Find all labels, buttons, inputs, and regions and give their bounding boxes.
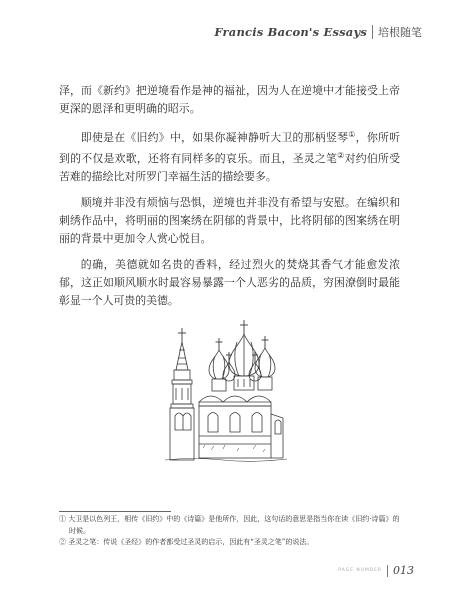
paragraph-2-part-1: 即使是在《旧约》中，如果你凝神静听大卫的那柄竖琴 bbox=[80, 131, 349, 144]
paragraph-4: 的确，美德就如名贵的香料，经过烈火的焚烧其香气才能愈发浓郁，这正如顺风顺水时最容易暴露一个人恶劣的品质，穷困潦倒时最能彰显一个人可贵的美德。 bbox=[59, 258, 400, 307]
footnote-1: ① 大卫是以色列王，相传《旧约》中的《诗篇》是他所作，因此，这句话的意思是指当你在读《旧约·诗篇》的时候。 bbox=[59, 515, 400, 535]
page-footer bbox=[338, 564, 414, 577]
book-title-chinese: 培根随笔 bbox=[378, 26, 422, 39]
footnote-divider bbox=[59, 511, 171, 512]
church-illustration bbox=[163, 318, 289, 466]
body-text bbox=[59, 82, 400, 318]
running-header bbox=[214, 22, 422, 42]
footnote-ref-1: ① bbox=[348, 130, 356, 139]
footer-divider bbox=[387, 565, 388, 577]
paragraph-3: 顺境并非没有烦恼与恐惧，逆境也并非没有希望与安慰。在编织和刺绣作品中，将明丽的图案绣在阴郁的背景中，比将阴郁的图案绣在明丽的背景中更加令人赏心悦目。 bbox=[59, 196, 400, 245]
page-number: 013 bbox=[393, 564, 414, 577]
footnote-2: ② 圣灵之笔：传说《圣经》的作者都受过圣灵的启示，因此有“圣灵之笔”的说法。 bbox=[59, 538, 314, 546]
paragraph-1: 泽，而《新约》把逆境看作是神的福祉，因为人在逆境中才能接受上帝更深的恩泽和更明确的昭示。 bbox=[59, 84, 400, 115]
footnotes bbox=[59, 514, 404, 549]
header-divider bbox=[372, 25, 373, 39]
paragraph-2 bbox=[59, 126, 400, 186]
footnote-ref-2: ② bbox=[337, 151, 345, 160]
book-title-english: Francis Bacon's Essays bbox=[214, 25, 367, 39]
paragraph-2-part-3: 对约伯所受苦难的描绘比对所罗门幸福生活的描绘要多。 bbox=[59, 152, 400, 183]
cross-icons bbox=[178, 320, 269, 362]
paragraph-2-part-2: ，你所听到的不仅是欢歌，还将有同样多的哀乐。而且，圣灵之笔 bbox=[59, 131, 400, 165]
page-number-label: PAGE NUMBER bbox=[338, 568, 382, 573]
bell-tower bbox=[170, 342, 194, 460]
